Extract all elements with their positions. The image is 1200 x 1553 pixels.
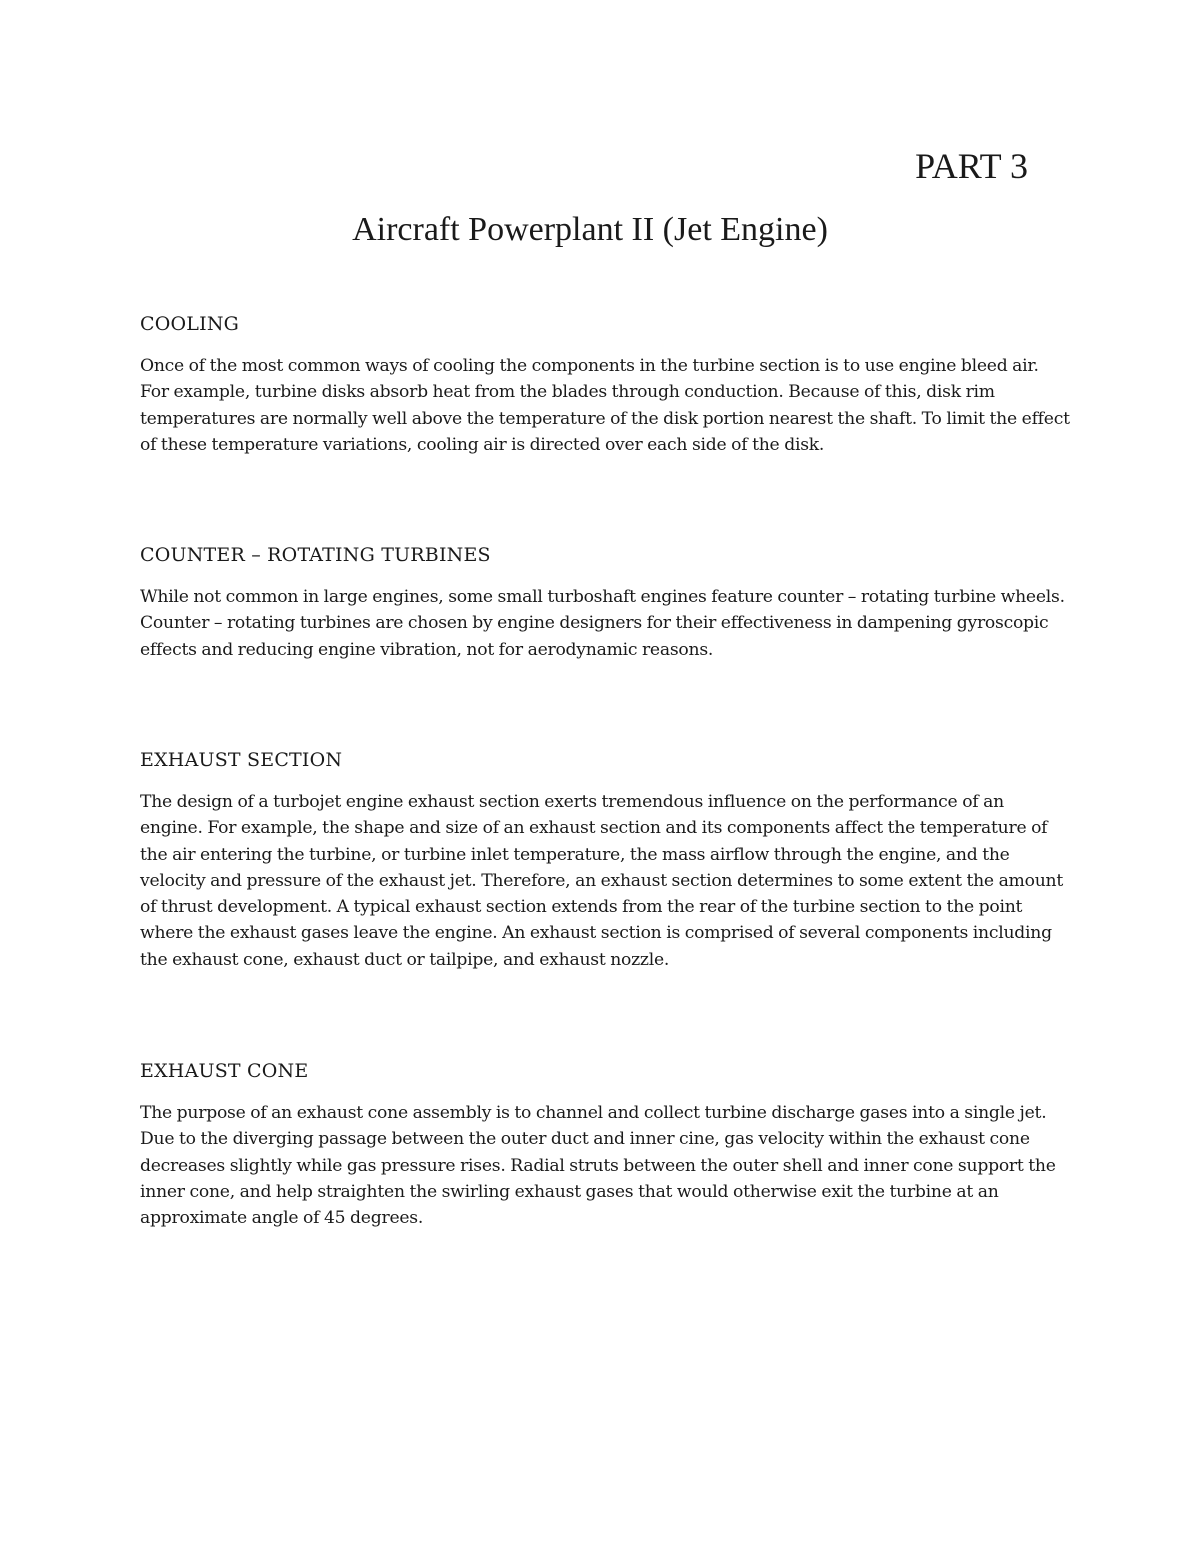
section-cooling <box>140 311 1070 458</box>
section-exhaust-section <box>140 747 1070 973</box>
section-exhaust-cone <box>140 1058 1070 1231</box>
section-heading: COOLING <box>140 313 240 335</box>
section-body: The purpose of an exhaust cone assembly is to channel and collect turbine discharge gases into a single jet. Due to the diverging passage between the outer duct and inner cine, gas velocity within the exhaust cone decreases slightly while gas pressure rises. Radial struts between the outer shell and inner cone support the inner cone, and help straighten the swirling exhaust gases that would otherwise exit the turbine at an approximate angle of 45 degrees. <box>140 1103 1056 1229</box>
section-heading: EXHAUST SECTION <box>140 749 343 771</box>
document-title: Aircraft Powerplant II (Jet Engine) <box>352 211 828 248</box>
section-counter-rotating-turbines <box>140 542 1070 663</box>
part-label: PART 3 <box>915 146 1028 186</box>
section-body: While not common in large engines, some small turboshaft engines feature counter – rotating turbine wheels. Counter – rotating turbines are chosen by engine designers for their effectiveness in dampening gyroscopic effects and reducing engine vibration, not for aerodynamic reasons. <box>140 587 1065 660</box>
section-heading: COUNTER – ROTATING TURBINES <box>140 544 491 566</box>
section-body: Once of the most common ways of cooling the components in the turbine section is to use engine bleed air. For example, turbine disks absorb heat from the blades through conduction. Because of this, disk rim temperatures are normally well above the temperature of the disk portion nearest the shaft. To limit the effect of these temperature variations, cooling air is directed over each side of the disk. <box>140 356 1070 455</box>
section-heading: EXHAUST CONE <box>140 1060 309 1082</box>
section-body: The design of a turbojet engine exhaust section exerts tremendous influence on the performance of an engine. For example, the shape and size of an exhaust section and its components affect the temperature of the air entering the turbine, or turbine inlet temperature, the mass airflow through the engine, and the velocity and pressure of the exhaust jet. Therefore, an exhaust section determines to some extent the amount of thrust development. A typical exhaust section extends from the rear of the turbine section to the point where the exhaust gases leave the engine. An exhaust section is comprised of several components including the exhaust cone, exhaust duct or tailpipe, and exhaust nozzle. <box>140 792 1064 970</box>
